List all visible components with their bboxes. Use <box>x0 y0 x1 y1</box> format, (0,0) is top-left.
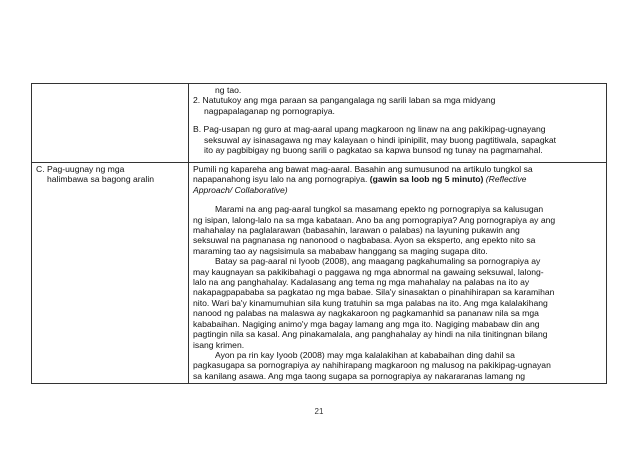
article-line: ng isipan, lalong-lalo na sa mga kabataan. Ano ba ang pornograpiya? Ang pornograpiya ay ang <box>193 214 556 225</box>
table-cell-section-label <box>32 163 189 384</box>
table-cell-objectives <box>189 84 607 163</box>
section-label: C. Pag-uugnay ng mga <box>36 164 125 174</box>
page-number: 21 <box>314 407 324 416</box>
article-line: sa kanilang asawa. Ang mga taong sugapa sa pornograpiya ay nakararanas lamang ng <box>193 370 526 381</box>
text-line: ng tao. <box>215 85 242 95</box>
article-line: nakapagpapababa sa pagkatao ng mga babae. Sila'y sinasaktan o pinahihirapan sa karamihan <box>193 287 555 298</box>
approach-label: (Reflective <box>483 174 527 185</box>
text-line: 2. Natutukoy ang mga paraan sa pangangalaga ng sarili laban sa mga midyang <box>193 95 496 106</box>
approach-label: Approach/ Collaborative) <box>193 184 288 195</box>
text-line: B. Pag-usapan ng guro at mag-aaral upang magkaroon ng linaw na ang pakikipag-ugnayang <box>193 124 546 135</box>
text-line: seksuwal ay isinasagawa ng may kalayaan o hindi ipinipilit, may buong pagtitiwala, sapagkat <box>204 134 557 145</box>
article-line: Ayon pa rin kay Iyoob (2008) may mga kalalakihan at kababaihan ding dahil sa <box>215 349 515 360</box>
instruction-line: Pumili ng kapareha ang bawat mag-aaral. Basahin ang sumusunod na artikulo tungkol sa <box>193 164 533 174</box>
article-line: Marami na ang pag-aaral tungkol sa masamang epekto ng pornograpiya sa kalusugan <box>215 204 544 215</box>
article-line: kababaihan. Nagiging animo'y mga bagay lamang ang mga ito. Nagiging mababaw din ang <box>193 318 540 329</box>
article-line: maraming tao ay nagsisimula sa mababaw hanggang sa maging sugapa dito. <box>193 245 488 256</box>
article-line: lalo na ang panghahalay. Kadalasang ang tema ng mga mahahalay na palabas na ito ay <box>193 277 530 288</box>
instruction-line: napapanahong isyu lalo na ang pornograpiya. (gawin sa loob ng 5 minuto) (Reflective <box>193 174 527 185</box>
article-line: nanood ng palabas na malaswa ay nagkakaroon ng pagkamanhid sa pananaw nila sa mga <box>193 308 539 319</box>
time-limit: (gawin sa loob ng 5 minuto) <box>369 174 484 185</box>
table-cell-empty <box>32 84 189 163</box>
text-line: ito ay pagbibigay ng buong sarili o pagkatao sa kapwa bunsod ng tunay na pagmamahal. <box>204 145 543 156</box>
article-line: Batay sa pag-aaral ni Iyoob (2008), ang maagang pagkahumaling sa pornograpiya ay <box>215 256 541 267</box>
article-line: mahahalay na paglalarawan (babasahin, larawan o palabas) na layuning pukawin ang <box>193 225 520 236</box>
lesson-plan-table <box>31 83 607 384</box>
article-line: isang krimen. <box>193 339 245 350</box>
table-cell-activity <box>189 163 607 384</box>
table-row <box>32 84 607 163</box>
article-line: pagkasugapa sa pornograpiya ay nahihirapang magkaroon ng malusog na pakikipag-ugnayan <box>193 360 551 371</box>
table-row <box>32 163 607 384</box>
section-label: halimbawa sa bagong aralin <box>47 174 155 185</box>
article-line: pagtingin nila sa kasal. Ang pinakamalala, ang panghahalay ay hindi na nila tinitingnan bilang <box>193 329 548 340</box>
text-line: nagpapalaganap ng pornograpiya. <box>204 105 335 116</box>
article-line: nito. Wari ba'y kinamumuhian sila kung tratuhin sa mga palabas na ito. Ang mga kalalakihang <box>193 297 548 308</box>
article-line: may kaugnayan sa pakikibahagi o paggawa ng mga abnormal na gawaing seksuwal, lalong- <box>193 266 544 277</box>
article-line: seksuwal na pagnanasa ng nanonood o nagbabasa. Ayon sa eksperto, ang epekto nito sa <box>193 235 536 246</box>
